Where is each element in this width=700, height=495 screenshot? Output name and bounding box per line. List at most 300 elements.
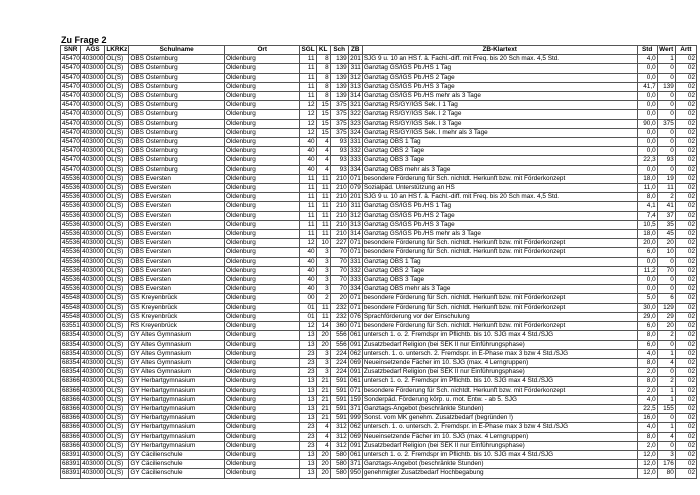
table-cell: Oldenburg bbox=[225, 92, 300, 101]
table-cell: 6 bbox=[657, 294, 675, 303]
table-row bbox=[61, 55, 697, 64]
table-cell: 8,0 bbox=[637, 331, 657, 340]
table-cell: 13 bbox=[300, 377, 316, 386]
table-cell: Oldenburg bbox=[225, 312, 300, 321]
table-header-row bbox=[61, 46, 697, 55]
table-cell: 3 bbox=[316, 349, 330, 358]
table-cell: 45470 bbox=[62, 55, 80, 63]
table-cell: 02 bbox=[675, 82, 696, 91]
table-cell: 580 bbox=[330, 469, 348, 478]
table-cell: 23 bbox=[300, 349, 316, 358]
table-cell: GY Altes Gymnasium bbox=[129, 331, 225, 340]
table-row bbox=[61, 450, 697, 459]
table-cell: 11 bbox=[300, 55, 316, 64]
table-cell: Oldenburg bbox=[225, 377, 300, 386]
table-cell: 129 bbox=[657, 303, 675, 312]
table-cell: besondere Förderung für Sch. nichtdt. Herkunft bzw. mit Förderkonzept bbox=[362, 174, 637, 183]
table-row bbox=[61, 395, 697, 404]
table-cell: 15 bbox=[316, 128, 330, 137]
table-row bbox=[61, 138, 697, 147]
table-cell: 19 bbox=[657, 174, 675, 183]
table-cell: Ganztag RS/GY/IGS Sek. I 2 Tage bbox=[362, 110, 637, 119]
table-cell: OL(S) bbox=[105, 322, 129, 331]
table-cell: Oldenburg bbox=[225, 358, 300, 367]
table-cell: OL(S) bbox=[105, 294, 129, 303]
table-cell: 02 bbox=[675, 303, 696, 312]
table-cell: 14 bbox=[316, 322, 330, 331]
table-cell: OL(S) bbox=[105, 340, 129, 349]
table-cell: 403000 bbox=[82, 331, 104, 339]
table-cell: 139 bbox=[330, 82, 348, 91]
table-cell: 02 bbox=[675, 285, 696, 294]
table-cell: OL(S) bbox=[105, 82, 129, 91]
table-cell: 45470 bbox=[62, 138, 80, 146]
table-cell: 0 bbox=[657, 165, 675, 174]
table-row bbox=[61, 230, 697, 239]
table-cell: OBS Eversten bbox=[129, 276, 225, 285]
table-cell: 70 bbox=[330, 276, 348, 285]
table-cell: 403000 bbox=[82, 386, 104, 394]
table-cell: untersch. 1. o. untersch. 2. Fremdspr. in E-Phase max 3 bzw 4 Std./SJG bbox=[362, 349, 637, 358]
table-cell: Ganztag GS/IGS Pb./HS 2 Tage bbox=[362, 73, 637, 82]
table-cell: 40 bbox=[300, 138, 316, 147]
table-cell: OL(S) bbox=[105, 303, 129, 312]
table-row bbox=[61, 404, 697, 413]
table-cell: SJG 9 u. 10 an HS f. â. Fachl.-diff. mit Freq. bis 20 Sch max. 4,5 Std. bbox=[362, 55, 637, 64]
table-cell: 02 bbox=[675, 331, 696, 340]
table-cell: 227 bbox=[330, 239, 348, 248]
table-cell: 01 bbox=[300, 303, 316, 312]
table-cell: 11 bbox=[300, 174, 316, 183]
table-cell: 41 bbox=[657, 202, 675, 211]
table-cell: 45470 bbox=[62, 119, 80, 127]
table-row bbox=[61, 220, 697, 229]
table-cell: 0 bbox=[657, 147, 675, 156]
table-cell: 321 bbox=[350, 101, 361, 109]
table-cell: 11 bbox=[300, 230, 316, 239]
table-cell: 2,0 bbox=[637, 441, 657, 450]
table-cell: Ganztag GS/IGS Pb./HS mehr als 3 Tage bbox=[362, 230, 637, 239]
table-cell: OBS Osternburg bbox=[129, 73, 225, 82]
table-cell: 02 bbox=[675, 368, 696, 377]
table-cell: Ganztag GS/IGS Pb./HS 3 Tage bbox=[362, 220, 637, 229]
table-cell: 311 bbox=[348, 64, 362, 73]
table-cell: OL(S) bbox=[105, 193, 129, 202]
table-cell: Oldenburg bbox=[225, 73, 300, 82]
table-cell: 45548 bbox=[62, 312, 80, 320]
table-cell: 3 bbox=[316, 358, 330, 367]
table-cell: 11 bbox=[300, 193, 316, 202]
table-cell: Ganztags-Angebot (beschränkte Stunden) bbox=[362, 404, 637, 413]
table-cell: 13 bbox=[300, 450, 316, 459]
table-cell: 11 bbox=[300, 92, 316, 101]
table-cell: OL(S) bbox=[105, 230, 129, 239]
table-cell: 403000 bbox=[82, 147, 104, 155]
table-cell: OBS Osternburg bbox=[129, 165, 225, 174]
table-cell: 45470 bbox=[62, 147, 80, 155]
table-cell: 403000 bbox=[82, 128, 104, 136]
table-cell: 68366 bbox=[62, 423, 80, 431]
table-cell: 311 bbox=[348, 202, 362, 211]
table-row bbox=[61, 358, 697, 367]
table-cell: OL(S) bbox=[105, 414, 129, 423]
table-cell: 403000 bbox=[82, 340, 104, 348]
table-cell: Oldenburg bbox=[225, 432, 300, 441]
table-cell: 02 bbox=[675, 156, 696, 165]
table-cell: 332 bbox=[350, 147, 361, 155]
table-cell: 68366 bbox=[62, 395, 80, 403]
table-cell: GY Herbartgymnasium bbox=[129, 386, 225, 395]
table-cell: Ganztags-Angebot (beschränkte Stunden) bbox=[362, 460, 637, 469]
table-cell: 21 bbox=[316, 404, 330, 413]
table-cell: Oldenburg bbox=[225, 386, 300, 395]
table-row bbox=[61, 303, 697, 312]
table-cell: 02 bbox=[675, 460, 696, 469]
table-cell: 591 bbox=[330, 414, 348, 423]
table-cell: 069 bbox=[350, 432, 361, 440]
table-cell: 210 bbox=[330, 211, 348, 220]
table-cell: 375 bbox=[330, 119, 348, 128]
table-cell: 8 bbox=[316, 64, 330, 73]
table-cell: OL(S) bbox=[105, 184, 129, 193]
table-cell: 371 bbox=[350, 404, 361, 412]
table-cell: 12 bbox=[300, 110, 316, 119]
table-cell: 331 bbox=[350, 257, 361, 265]
table-cell: 13 bbox=[300, 404, 316, 413]
table-cell: 02 bbox=[675, 312, 696, 321]
table-cell: Oldenburg bbox=[225, 119, 300, 128]
table-cell: 02 bbox=[675, 202, 696, 211]
table-cell: 8,0 bbox=[637, 193, 657, 202]
data-table bbox=[60, 45, 697, 479]
table-cell: 10 bbox=[316, 239, 330, 248]
table-cell: 8 bbox=[316, 73, 330, 82]
table-cell: 591 bbox=[330, 395, 348, 404]
table-cell: 139 bbox=[657, 82, 675, 91]
table-cell: 580 bbox=[330, 450, 348, 459]
table-cell: 0 bbox=[657, 138, 675, 147]
table-cell: 0,0 bbox=[637, 128, 657, 137]
table-cell: 4,0 bbox=[637, 423, 657, 432]
table-cell: 12,0 bbox=[637, 460, 657, 469]
table-cell: 02 bbox=[675, 404, 696, 413]
table-cell: 45536 bbox=[62, 220, 80, 228]
table-cell: 3 bbox=[316, 248, 330, 257]
table-cell: 2 bbox=[316, 294, 330, 303]
table-cell: 062 bbox=[350, 423, 361, 431]
table-cell: Ganztag GS/IGS Pb./HS mehr als 3 Tage bbox=[362, 92, 637, 101]
table-cell: 4 bbox=[316, 156, 330, 165]
table-cell: 45 bbox=[657, 230, 675, 239]
table-cell: 6,0 bbox=[637, 248, 657, 257]
table-cell: GY Herbartgymnasium bbox=[129, 414, 225, 423]
table-cell: 403000 bbox=[82, 450, 104, 458]
table-cell: 403000 bbox=[82, 248, 104, 256]
table-cell: 02 bbox=[675, 349, 696, 358]
table-cell: 37 bbox=[657, 211, 675, 220]
table-cell: 076 bbox=[350, 312, 361, 320]
table-cell: Oldenburg bbox=[225, 193, 300, 202]
table-cell: OL(S) bbox=[105, 257, 129, 266]
table-row bbox=[61, 147, 697, 156]
table-cell: 0 bbox=[657, 257, 675, 266]
table-cell: 70 bbox=[330, 285, 348, 294]
table-cell: OL(S) bbox=[105, 110, 129, 119]
table-cell: GY Altes Gymnasium bbox=[129, 368, 225, 377]
table-cell: 45548 bbox=[62, 303, 80, 311]
table-cell: Oldenburg bbox=[225, 211, 300, 220]
table-cell: 63551 bbox=[62, 322, 80, 330]
table-row bbox=[61, 248, 697, 257]
table-cell: 30,0 bbox=[637, 303, 657, 312]
table-cell: 139 bbox=[330, 73, 348, 82]
table-cell: GY Altes Gymnasium bbox=[129, 340, 225, 349]
table-cell: 2 bbox=[657, 377, 675, 386]
table-cell: 580 bbox=[330, 460, 348, 469]
table-cell: 01 bbox=[300, 312, 316, 321]
table-cell: 8,0 bbox=[637, 377, 657, 386]
table-cell: 11 bbox=[300, 202, 316, 211]
table-cell: 8,0 bbox=[637, 432, 657, 441]
table-cell: untersch 1. o. 2. Fremdspr im Pflichtb. bis 10. SJG max 4 Std./SJG bbox=[362, 331, 637, 340]
table-cell: 40 bbox=[300, 165, 316, 174]
table-cell: 556 bbox=[330, 340, 348, 349]
table-cell: Oldenburg bbox=[225, 110, 300, 119]
table-cell: 4 bbox=[657, 432, 675, 441]
table-cell: OL(S) bbox=[105, 368, 129, 377]
table-cell: besondere Förderung für Sch. nichtdt. Herkunft bzw. mit Förderkonzept bbox=[362, 294, 637, 303]
table-cell: Oldenburg bbox=[225, 64, 300, 73]
table-cell: Oldenburg bbox=[225, 460, 300, 469]
table-cell: GY Herbartgymnasium bbox=[129, 423, 225, 432]
table-cell: Zusatzbedarf Religion (bei SEK II nur Einführungsphase) bbox=[362, 368, 637, 377]
table-cell: 02 bbox=[675, 294, 696, 303]
table-cell: 201 bbox=[350, 55, 361, 63]
table-cell: Oldenburg bbox=[225, 368, 300, 377]
table-cell: 11 bbox=[316, 230, 330, 239]
table-cell: 12 bbox=[300, 128, 316, 137]
table-cell: 1 bbox=[657, 395, 675, 404]
table-cell: Oldenburg bbox=[225, 230, 300, 239]
table-cell: OL(S) bbox=[105, 248, 129, 257]
table-cell: 403000 bbox=[82, 276, 104, 284]
table-row bbox=[61, 294, 697, 303]
table-cell: 02 bbox=[675, 266, 696, 275]
table-cell: 8 bbox=[316, 92, 330, 101]
table-cell: Ganztag GS/IGS Pb./HS 1 Tag bbox=[362, 64, 637, 73]
table-cell: 02 bbox=[675, 147, 696, 156]
table-cell: OBS Osternburg bbox=[129, 119, 225, 128]
table-cell: 68354 bbox=[62, 368, 80, 376]
table-cell: OL(S) bbox=[105, 432, 129, 441]
table-cell: 13 bbox=[300, 414, 316, 423]
table-cell: 02 bbox=[675, 276, 696, 285]
table-cell: 11 bbox=[316, 220, 330, 229]
table-cell: 950 bbox=[350, 469, 361, 477]
table-cell: Oldenburg bbox=[225, 423, 300, 432]
table-cell: 210 bbox=[330, 193, 348, 202]
table-cell: Ganztag OBS 3 Tage bbox=[362, 276, 637, 285]
table-cell: 0 bbox=[657, 340, 675, 349]
table-cell: 20 bbox=[330, 294, 348, 303]
table-cell: 21 bbox=[316, 414, 330, 423]
table-cell: 20 bbox=[657, 322, 675, 331]
table-cell: 403000 bbox=[82, 358, 104, 366]
table-cell: 12 bbox=[300, 239, 316, 248]
table-cell: 139 bbox=[330, 55, 348, 64]
table-cell: 323 bbox=[350, 119, 361, 127]
table-cell: 061 bbox=[350, 377, 361, 385]
table-cell: 403000 bbox=[82, 303, 104, 311]
table-cell: Oldenburg bbox=[225, 414, 300, 423]
table-cell: besondere Förderung für Sch. nichtdt. Herkunft bzw. mit Förderkonzept bbox=[362, 322, 637, 331]
table-cell: 45470 bbox=[62, 82, 80, 90]
table-cell: 322 bbox=[350, 110, 361, 118]
table-cell: Oldenburg bbox=[225, 138, 300, 147]
table-cell: OL(S) bbox=[105, 138, 129, 147]
table-row bbox=[61, 322, 697, 331]
table-cell: OL(S) bbox=[105, 165, 129, 174]
table-cell: Ganztag OBS 1 Tag bbox=[362, 138, 637, 147]
table-cell: 12 bbox=[300, 322, 316, 331]
table-cell: 45470 bbox=[62, 110, 80, 118]
table-cell: Ganztag RS/GY/IGS Sek. I mehr als 3 Tage bbox=[362, 128, 637, 137]
table-cell: GS Kreyenbrück bbox=[129, 294, 225, 303]
table-cell: 071 bbox=[350, 303, 361, 311]
table-cell: 02 bbox=[675, 230, 696, 239]
table-cell: OL(S) bbox=[105, 377, 129, 386]
table-cell: 324 bbox=[350, 128, 361, 136]
table-cell: OBS Eversten bbox=[129, 220, 225, 229]
table-cell: 210 bbox=[330, 230, 348, 239]
table-cell: Zusatzbedarf Religion (bei SEK II nur Einführungsphase) bbox=[362, 441, 637, 450]
table-cell: 0 bbox=[657, 276, 675, 285]
table-cell: Oldenburg bbox=[225, 322, 300, 331]
table-row bbox=[61, 349, 697, 358]
table-cell: 591 bbox=[330, 404, 348, 413]
table-cell: 11 bbox=[316, 174, 330, 183]
table-row bbox=[61, 174, 697, 183]
table-cell: 93 bbox=[330, 156, 348, 165]
table-cell: 13 bbox=[300, 395, 316, 404]
table-cell: 375 bbox=[330, 101, 348, 110]
table-cell: OL(S) bbox=[105, 404, 129, 413]
table-cell: 13 bbox=[300, 469, 316, 478]
table-cell: 232 bbox=[330, 303, 348, 312]
table-cell: Oldenburg bbox=[225, 349, 300, 358]
table-cell: 4 bbox=[657, 358, 675, 367]
table-cell: OL(S) bbox=[105, 469, 129, 478]
table-cell: 68366 bbox=[62, 386, 80, 394]
table-cell: OBS Eversten bbox=[129, 266, 225, 275]
table-cell: 210 bbox=[330, 202, 348, 211]
column-header: ZB-Klartext bbox=[362, 46, 637, 55]
table-cell: Oldenburg bbox=[225, 184, 300, 193]
table-cell: Oldenburg bbox=[225, 82, 300, 91]
table-cell: 210 bbox=[330, 174, 348, 183]
table-cell: GY Cäcilienschule bbox=[129, 469, 225, 478]
table-cell: Ganztag RS/GY/IGS Sek. I 3 Tage bbox=[362, 119, 637, 128]
table-cell: 403000 bbox=[82, 165, 104, 173]
table-cell: 02 bbox=[675, 414, 696, 423]
table-cell: 333 bbox=[350, 156, 361, 164]
table-cell: 371 bbox=[350, 460, 361, 468]
table-row bbox=[61, 386, 697, 395]
table-cell: 70 bbox=[330, 248, 348, 257]
table-cell: 201 bbox=[350, 193, 361, 201]
table-cell: Oldenburg bbox=[225, 404, 300, 413]
table-cell: besondere Förderung für Sch. nichtdt. Herkunft bzw. mit Förderkonzept bbox=[362, 386, 637, 395]
table-cell: OBS Osternburg bbox=[129, 147, 225, 156]
table-cell: 403000 bbox=[82, 110, 104, 118]
table-cell: 18,0 bbox=[637, 174, 657, 183]
table-cell: untersch 1. o. 2. Fremdspr im Pflichtb. bis 10. SJG max 4 Std./SJG bbox=[362, 377, 637, 386]
table-cell: 45536 bbox=[62, 211, 80, 219]
table-cell: Sonderpäd. Förderung körp. u. mot. Entw. - ab 5. SJG bbox=[362, 395, 637, 404]
table-cell: 2 bbox=[657, 331, 675, 340]
table-cell: 403000 bbox=[82, 64, 104, 72]
table-cell: Ganztag OBS 2 Tage bbox=[362, 266, 637, 275]
table-cell: OBS Eversten bbox=[129, 174, 225, 183]
table-cell: 20 bbox=[316, 340, 330, 349]
table-cell: 45536 bbox=[62, 248, 80, 256]
table-cell: 403000 bbox=[82, 211, 104, 219]
table-cell: 45470 bbox=[62, 165, 80, 173]
table-cell: OL(S) bbox=[105, 239, 129, 248]
table-cell: 403000 bbox=[82, 368, 104, 376]
table-cell: 0,0 bbox=[637, 147, 657, 156]
table-row bbox=[61, 211, 697, 220]
table-cell: 00 bbox=[300, 294, 316, 303]
table-cell: Neueinsetzende Fächer im 10. SJG (max. 4 Lerngruppen) bbox=[362, 358, 637, 367]
table-cell: 23 bbox=[300, 423, 316, 432]
table-cell: 68366 bbox=[62, 404, 80, 412]
table-row bbox=[61, 64, 697, 73]
table-cell: OL(S) bbox=[105, 202, 129, 211]
table-row bbox=[61, 423, 697, 432]
table-cell: 68366 bbox=[62, 441, 80, 449]
table-cell: Ganztag RS/GY/IGS Sek. I 1 Tag bbox=[362, 101, 637, 110]
table-cell: 375 bbox=[330, 110, 348, 119]
table-cell: 10,5 bbox=[637, 220, 657, 229]
table-cell: 68354 bbox=[62, 340, 80, 348]
column-header: Sch bbox=[330, 46, 348, 55]
table-cell: 4 bbox=[316, 147, 330, 156]
table-cell: genehmigter Zusatzbedarf Hochbegabung bbox=[362, 469, 637, 478]
table-cell: OL(S) bbox=[105, 55, 129, 64]
table-cell: OL(S) bbox=[105, 128, 129, 137]
column-header: Ort bbox=[225, 46, 300, 55]
table-cell: 403000 bbox=[82, 156, 104, 164]
table-cell: OL(S) bbox=[105, 276, 129, 285]
table-cell: 069 bbox=[350, 358, 361, 366]
table-cell: 0 bbox=[657, 285, 675, 294]
table-cell: 403000 bbox=[82, 230, 104, 238]
table-cell: 20 bbox=[316, 469, 330, 478]
table-row bbox=[61, 368, 697, 377]
table-cell: 1 bbox=[657, 423, 675, 432]
table-cell: 0 bbox=[657, 414, 675, 423]
table-cell: untersch. 1. o. untersch. 2. Fremdspr. in E-Phase max 3 bzw 4 Std./SJG bbox=[362, 423, 637, 432]
table-cell: OL(S) bbox=[105, 358, 129, 367]
table-cell: 0 bbox=[657, 101, 675, 110]
table-cell: 176 bbox=[657, 460, 675, 469]
table-cell: 02 bbox=[675, 358, 696, 367]
table-cell: 375 bbox=[657, 119, 675, 128]
table-cell: 375 bbox=[330, 128, 348, 137]
table-cell: 314 bbox=[350, 230, 361, 238]
table-cell: Ganztag GS/IGS Pb./HS 2 Tage bbox=[362, 211, 637, 220]
